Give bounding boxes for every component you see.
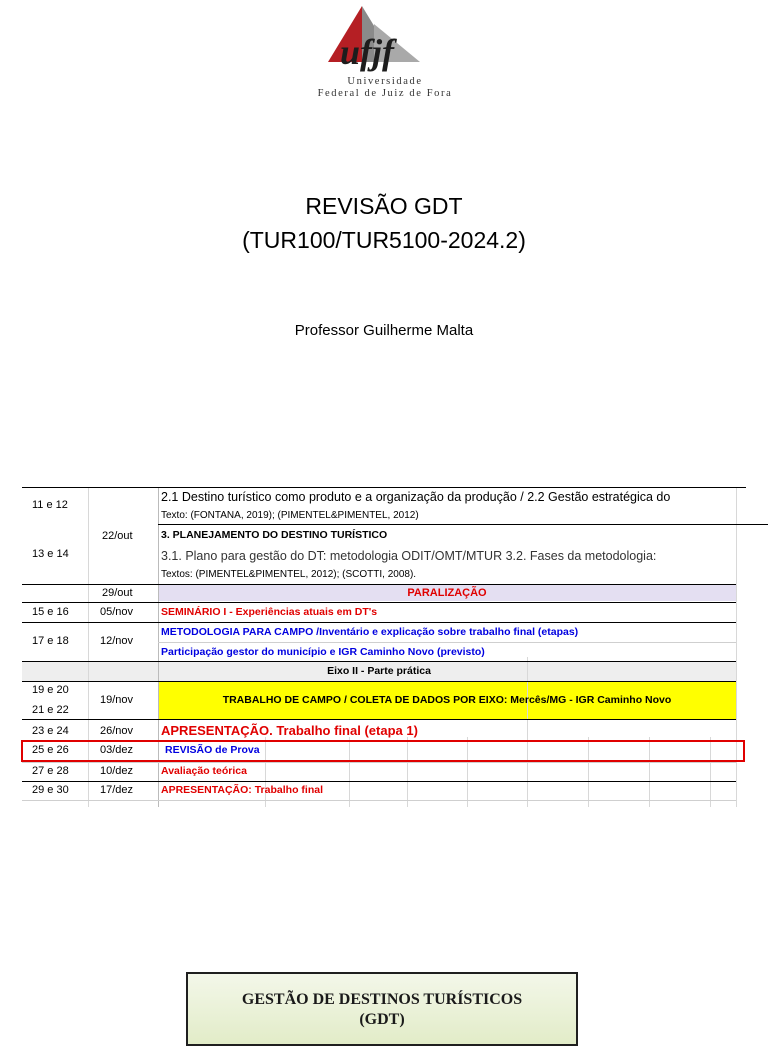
row4-topic: SEMINÁRIO I - Experiências atuais em DT's (161, 606, 378, 618)
row10-aula: 27 e 28 (32, 765, 69, 777)
grid-line (527, 657, 528, 807)
row1-text: Texto: (FONTANA, 2019); (PIMENTEL&PIMENTEL, 2012) (161, 510, 419, 521)
university-line1: Universidade (347, 76, 423, 87)
row2-text: Textos: (PIMENTEL&PIMENTEL, 2012); (SCOTTI, 2008). (161, 569, 417, 580)
row4-date: 05/nov (100, 606, 134, 618)
row8-aula: 23 e 24 (32, 725, 69, 737)
row8-topic: APRESENTAÇÃO. Trabalho final (etapa 1) (161, 723, 418, 738)
row2-subtopic: 3.1. Plano para gestão do DT: metodologia ODIT/OMT/MTUR 3.2. Fases da metodologia: (161, 549, 657, 563)
row9-topic: REVISÃO de Prova (165, 744, 260, 756)
row7-aula2: 21 e 22 (32, 704, 69, 716)
grid-line (22, 661, 736, 662)
row9-aula: 25 e 26 (32, 744, 69, 756)
row3-topic: PARALIZAÇÃO (407, 587, 487, 599)
grid-line (22, 781, 736, 782)
university-name (300, 76, 470, 100)
page-title-line2: (TUR100/TUR5100-2024.2) (242, 227, 526, 253)
row5-date: 12/nov (100, 635, 134, 647)
row11-date: 17/dez (100, 784, 134, 796)
row2-topic: 3. PLANEJAMENTO DO DESTINO TURÍSTICO (161, 529, 388, 541)
row2-date: 22/out (102, 530, 133, 542)
row1-aula: 11 e 12 (32, 499, 68, 511)
row5-topic2: Participação gestor do município e IGR Caminho Novo (previsto) (161, 646, 485, 658)
row7-date: 19/nov (100, 694, 134, 706)
row5-aula: 17 e 18 (32, 635, 69, 647)
grid-line (22, 584, 736, 585)
row10-topic: Avaliação teórica (161, 765, 247, 777)
course-title-line1: GESTÃO DE DESTINOS TURÍSTICOS (241, 991, 523, 1008)
row11-aula: 29 e 30 (32, 784, 69, 796)
grid-line (22, 719, 736, 720)
grid-line (22, 622, 736, 623)
svg-text:ufjf: ufjf (340, 32, 394, 72)
section-header: Eixo II - Parte prática (327, 665, 431, 677)
row9-date: 03/dez (100, 744, 134, 756)
course-title-line2: (GDT) (359, 1011, 405, 1028)
page-title-line1: REVISÃO GDT (305, 193, 463, 219)
grid-line (22, 681, 736, 682)
grid-line (22, 602, 736, 603)
grid-line (22, 487, 746, 488)
grid-line (22, 762, 736, 763)
row11-topic: APRESENTAÇÃO: Trabalho final (161, 784, 323, 796)
schedule-table (22, 487, 746, 807)
row5-topic1: METODOLOGIA PARA CAMPO /Inventário e explicação sobre trabalho final (etapas) (161, 626, 579, 638)
grid-line (158, 524, 768, 525)
row7-aula1: 19 e 20 (32, 684, 69, 696)
row10-date: 10/dez (100, 765, 134, 777)
course-title-box (186, 972, 578, 1046)
row8-date: 26/nov (100, 725, 134, 737)
row3-date: 29/out (102, 587, 133, 599)
professor-name: Professor Guilherme Malta (294, 322, 474, 339)
row7-topic: TRABALHO DE CAMPO / COLETA DE DADOS POR EIXO: Mercês/MG - IGR Caminho Novo (222, 694, 672, 706)
row4-aula: 15 e 16 (32, 606, 69, 618)
grid-line (22, 800, 736, 801)
row2-aula: 13 e 14 (32, 548, 69, 560)
grid-line (158, 642, 736, 643)
row1-topic: 2.1 Destino turístico como produto e a organização da produção / 2.2 Gestão estratégica do (161, 490, 671, 504)
university-line2: Federal de Juiz de Fora (317, 88, 453, 99)
